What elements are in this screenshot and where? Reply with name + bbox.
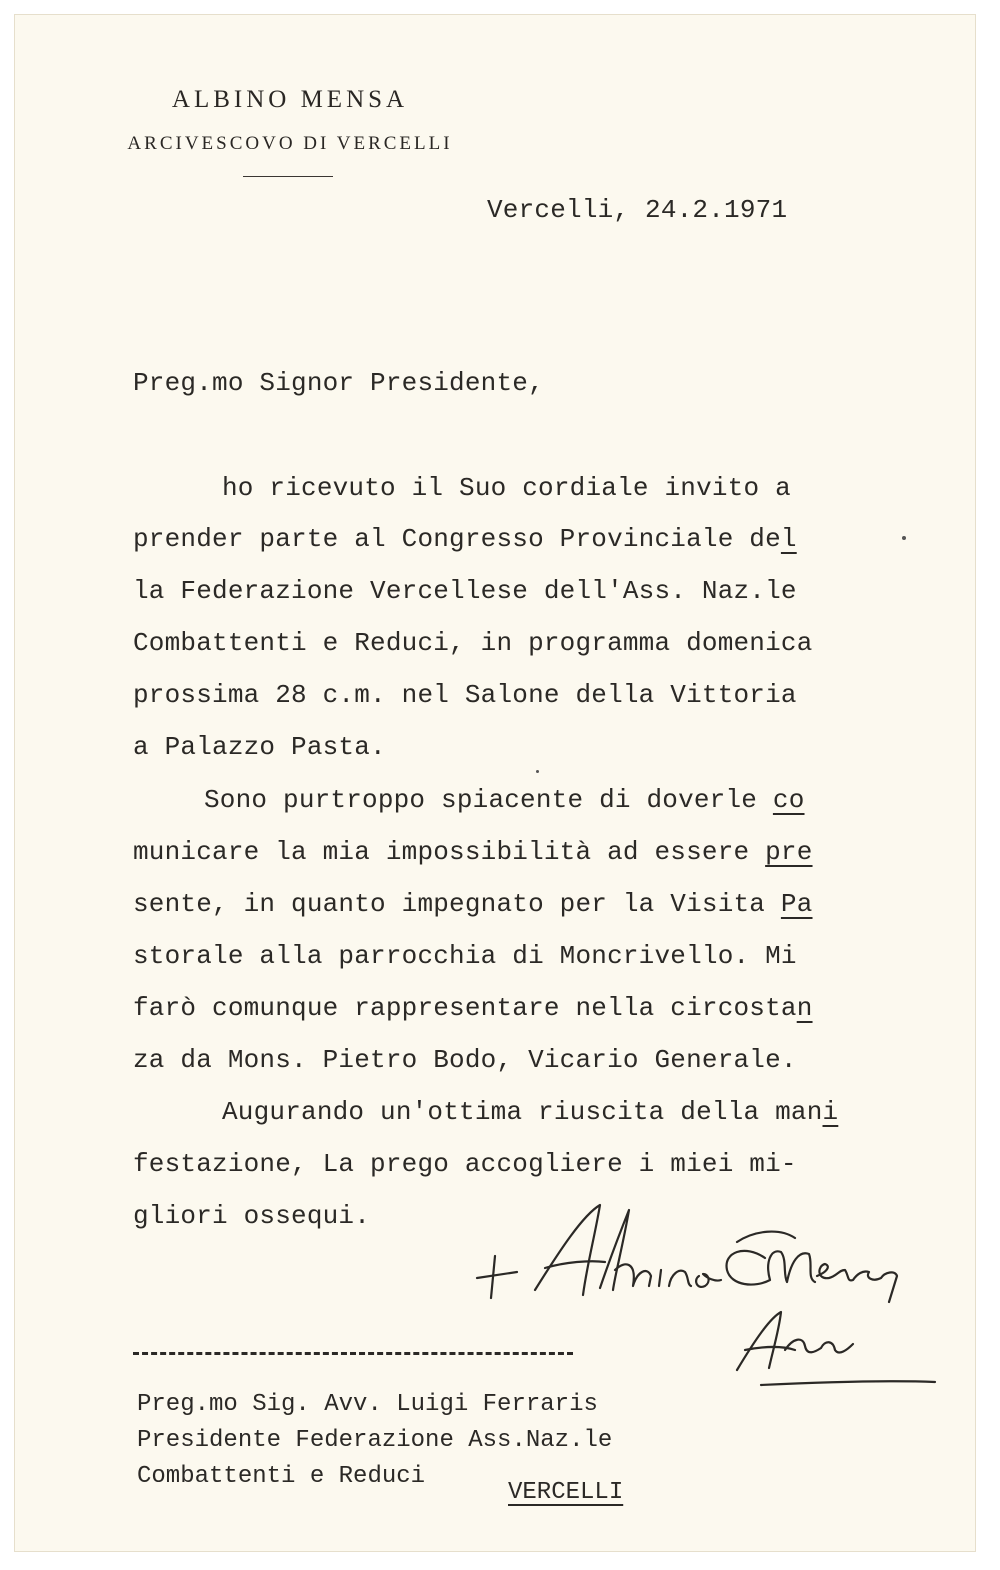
body-line: Combattenti e Reduci, in programma domenica (133, 628, 813, 658)
body-line: a Palazzo Pasta. (133, 732, 386, 762)
addressee-line: Combattenti e Reduci (137, 1463, 426, 1490)
body-text: municare la mia impossibilità ad essere (133, 837, 766, 867)
hyphen-mark: co (772, 785, 805, 815)
letterhead-divider (243, 176, 333, 177)
separator-rule (133, 1352, 573, 1355)
body-line (133, 524, 797, 554)
body-line (133, 889, 813, 919)
addressee-city: VERCELLI (508, 1479, 624, 1506)
body-text: farò comunque rappresentare nella circosta (133, 993, 797, 1023)
salutation: Preg.mo Signor Presidente, (133, 368, 544, 398)
body-text: Augurando un'ottima riuscita della man (222, 1097, 823, 1127)
paper-speck (902, 536, 906, 540)
hyphen-mark: pre (765, 837, 813, 867)
body-line (222, 1097, 838, 1127)
hyphen-mark: i (822, 1097, 839, 1127)
body-text: sente, in quanto impegnato per la Visita (133, 889, 781, 919)
body-line: ho ricevuto il Suo cordiale invito a (222, 473, 791, 503)
body-line: la Federazione Vercellese dell'Ass. Naz.le (133, 576, 797, 606)
body-line: festazione, La prego accogliere i miei mi- (133, 1149, 797, 1179)
letterhead-title: ARCIVESCOVO DI VERCELLI (127, 133, 453, 154)
paper-speck (536, 770, 539, 773)
date-line: Vercelli, 24.2.1971 (487, 195, 788, 225)
addressee-line: Preg.mo Sig. Avv. Luigi Ferraris (137, 1391, 598, 1418)
letterhead-name: ALBINO MENSA (171, 86, 409, 113)
body-line: prossima 28 c.m. nel Salone della Vittoria (133, 680, 797, 710)
body-line (204, 785, 805, 815)
body-text: prender parte al Congresso Provinciale de (133, 524, 781, 554)
body-text: Sono purtroppo spiacente di doverle (204, 785, 773, 815)
hyphen-mark: n (796, 993, 813, 1023)
hyphen-mark: l (780, 524, 797, 554)
body-line: storale alla parrocchia di Moncrivello. Mi (133, 941, 797, 971)
body-line (133, 837, 813, 867)
body-line: za da Mons. Pietro Bodo, Vicario Generale. (133, 1045, 797, 1075)
body-line: gliori ossequi. (133, 1201, 371, 1231)
body-line (133, 993, 813, 1023)
addressee-line: Presidente Federazione Ass.Naz.le (137, 1427, 613, 1454)
handwritten-signature (465, 1190, 945, 1400)
hyphen-mark: Pa (780, 889, 813, 919)
